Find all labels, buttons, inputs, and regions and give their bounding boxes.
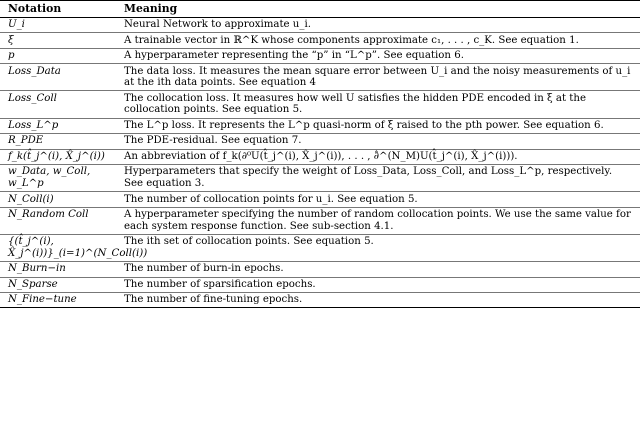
meaning-cell: The number of fine-tuning epochs.: [124, 294, 303, 306]
table-header: [0, 1, 640, 18]
notation-cell: N_Sparse: [8, 278, 58, 290]
meaning-cell: The PDE-residual. See equation 7.: [124, 135, 302, 147]
meaning-cell: The number of burn-in epochs.: [124, 263, 284, 275]
table-row: [0, 278, 640, 293]
notation-cell: w_Data, w_Coll, w_L^p: [8, 166, 91, 190]
notation-cell: p: [8, 50, 15, 62]
meaning-cell: The number of sparsification epochs.: [124, 278, 316, 290]
notation-cell: ξ: [8, 34, 14, 46]
meaning-cell: The ith set of collocation points. See equation 5.: [124, 236, 374, 248]
header-notation: Notation: [8, 2, 62, 15]
table-row: [0, 293, 640, 308]
notation-cell: R_PDE: [8, 135, 44, 147]
notation-cell: {(t̂_j^(i), X̂_j^(i))}_(i=1)^(N_Coll(i)): [8, 236, 148, 259]
meaning-cell: A hyperparameter representing the “p” in “L^p”. See equation 6.: [124, 50, 464, 62]
notation-cell: N_Fine−tune: [8, 294, 77, 306]
notation-cell: f_k(t̂_j^(i), X̂_j^(i)): [8, 150, 105, 162]
header-meaning: Meaning: [124, 2, 178, 15]
meaning-cell: The data loss. It measures the mean square error between U_i and the noisy measurements of u_i at the ith data points. See equation 4: [124, 65, 631, 89]
meaning-cell: Hyperparameters that specify the weight of Loss_Data, Loss_Coll, and Loss_L^p, respectively. See equation 3.: [124, 166, 613, 190]
table-row: [0, 150, 640, 165]
table-row: [0, 165, 640, 192]
table-row: [0, 235, 640, 262]
table-row: [0, 208, 640, 235]
meaning-cell: A trainable vector in ℝ^K whose components approximate c₁, . . . , c_K. See equation 1.: [124, 34, 579, 46]
table-row: [0, 49, 640, 64]
notation-cell: N_Burn−in: [8, 263, 66, 275]
table-row: [0, 119, 640, 134]
notation-cell: Loss_L^p: [8, 119, 59, 131]
table-row: [0, 64, 640, 91]
table-row: [0, 18, 640, 33]
notation-cell: N_Random Coll: [8, 209, 89, 221]
table-row: [0, 192, 640, 207]
table-row: [0, 262, 640, 277]
meaning-cell: The number of collocation points for u_i. See equation 5.: [124, 193, 418, 205]
notation-cell: Loss_Coll: [8, 92, 57, 104]
table-row: [0, 33, 640, 48]
meaning-cell: Neural Network to approximate u_i.: [124, 19, 311, 31]
meaning-cell: An abbreviation of f_k(∂⁰U(t̂_j^(i), X̂_j^(i)), . . . , ∂̂^(N_M)U(t̂_j^(i), X̂_j^(i))).: [124, 150, 518, 162]
meaning-cell: The L^p loss. It represents the L^p quasi-norm of ξ raised to the pth power. See equation 6.: [124, 119, 604, 131]
notation-cell: U_i: [8, 19, 25, 31]
meaning-cell: A hyperparameter specifying the number of random collocation points. We use the same value for each system response function. See sub-section 4.1.: [124, 209, 631, 232]
notation-cell: Loss_Data: [8, 65, 61, 77]
table-row: [0, 91, 640, 118]
notation-cell: N_Coll(i): [8, 193, 54, 205]
table-row: [0, 134, 640, 149]
meaning-cell: The collocation loss. It measures how well U satisfies the hidden PDE encoded in ξ at the collocation points. See equation 5.: [124, 92, 586, 116]
